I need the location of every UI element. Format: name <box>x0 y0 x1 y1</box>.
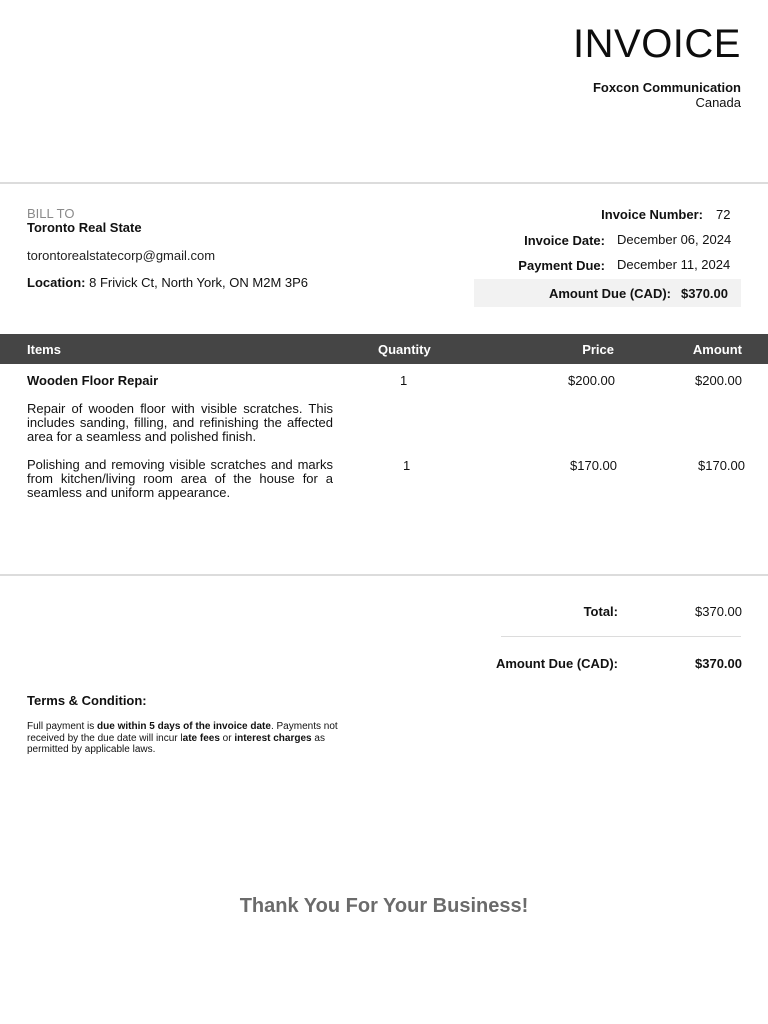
terms-emphasis-due: due within 5 days of the invoice date <box>97 721 271 732</box>
location-label: Location: <box>27 275 86 290</box>
bill-to-location <box>27 275 308 290</box>
row2-quantity: 1 <box>403 458 411 473</box>
summary-divider <box>501 636 741 637</box>
table-divider <box>0 574 768 576</box>
row1-amount: $200.00 <box>695 373 742 388</box>
bill-to-label: BILL TO <box>27 206 75 221</box>
terms-part-7: as permitted by applicable laws. <box>27 732 325 755</box>
terms-title: Terms & Condition: <box>27 693 147 708</box>
terms-part-3: . Payments not received by the due date will incur l <box>27 721 338 744</box>
payment-due-value: December 11, 2024 <box>617 257 731 272</box>
terms-part-5: or <box>219 732 235 744</box>
row1-description: Repair of wooden floor with visible scratches. This includes sanding, filling, and refinishing the affected area for a seamless and polished finish. <box>27 401 333 444</box>
invoice-number-value: 72 <box>716 207 731 222</box>
row1-item-title: Wooden Floor Repair <box>27 373 159 388</box>
bill-to-name: Toronto Real State <box>27 220 142 235</box>
terms-emphasis-late-fees: ate fees <box>182 732 220 744</box>
row2-description: Polishing and removing visible scratches and marks from kitchen/living room area of the house for a seamless and uniform appearance. <box>27 457 333 500</box>
summary-amount-due-value: $370.00 <box>695 656 742 671</box>
header-divider <box>0 182 768 184</box>
terms-emphasis-interest: interest charges <box>234 732 312 744</box>
invoice-title: INVOICE <box>573 22 741 66</box>
bill-to-email: torontorealstatecorp@gmail.com <box>27 248 216 263</box>
row1-quantity: 1 <box>400 373 408 388</box>
total-value: $370.00 <box>695 604 742 619</box>
header-amount: Amount <box>692 342 742 357</box>
amount-due-label: Amount Due (CAD): <box>548 286 671 301</box>
row2-price: $170.00 <box>570 458 617 473</box>
header-items: Items <box>27 342 61 357</box>
company-name: Foxcon Communication <box>592 80 741 95</box>
terms-part-1: Full payment is <box>27 721 98 732</box>
thank-you-message: Thank You For Your Business! <box>239 895 529 917</box>
header-quantity: Quantity <box>378 342 431 357</box>
company-country: Canada <box>695 95 741 110</box>
invoice-number-label: Invoice Number: <box>601 207 703 222</box>
header-price: Price <box>582 342 614 357</box>
row2-amount: $170.00 <box>698 458 745 473</box>
row1-price: $200.00 <box>568 373 615 388</box>
total-label: Total: <box>583 604 618 619</box>
summary-amount-due-label: Amount Due (CAD): <box>495 656 618 671</box>
invoice-date-value: December 06, 2024 <box>617 232 732 247</box>
invoice-date-label: Invoice Date: <box>524 233 605 248</box>
terms-text <box>27 721 347 756</box>
location-value: 8 Frivick Ct, North York, ON M2M 3P6 <box>89 275 309 290</box>
amount-due-value: $370.00 <box>681 286 728 301</box>
payment-due-label: Payment Due: <box>518 258 605 273</box>
